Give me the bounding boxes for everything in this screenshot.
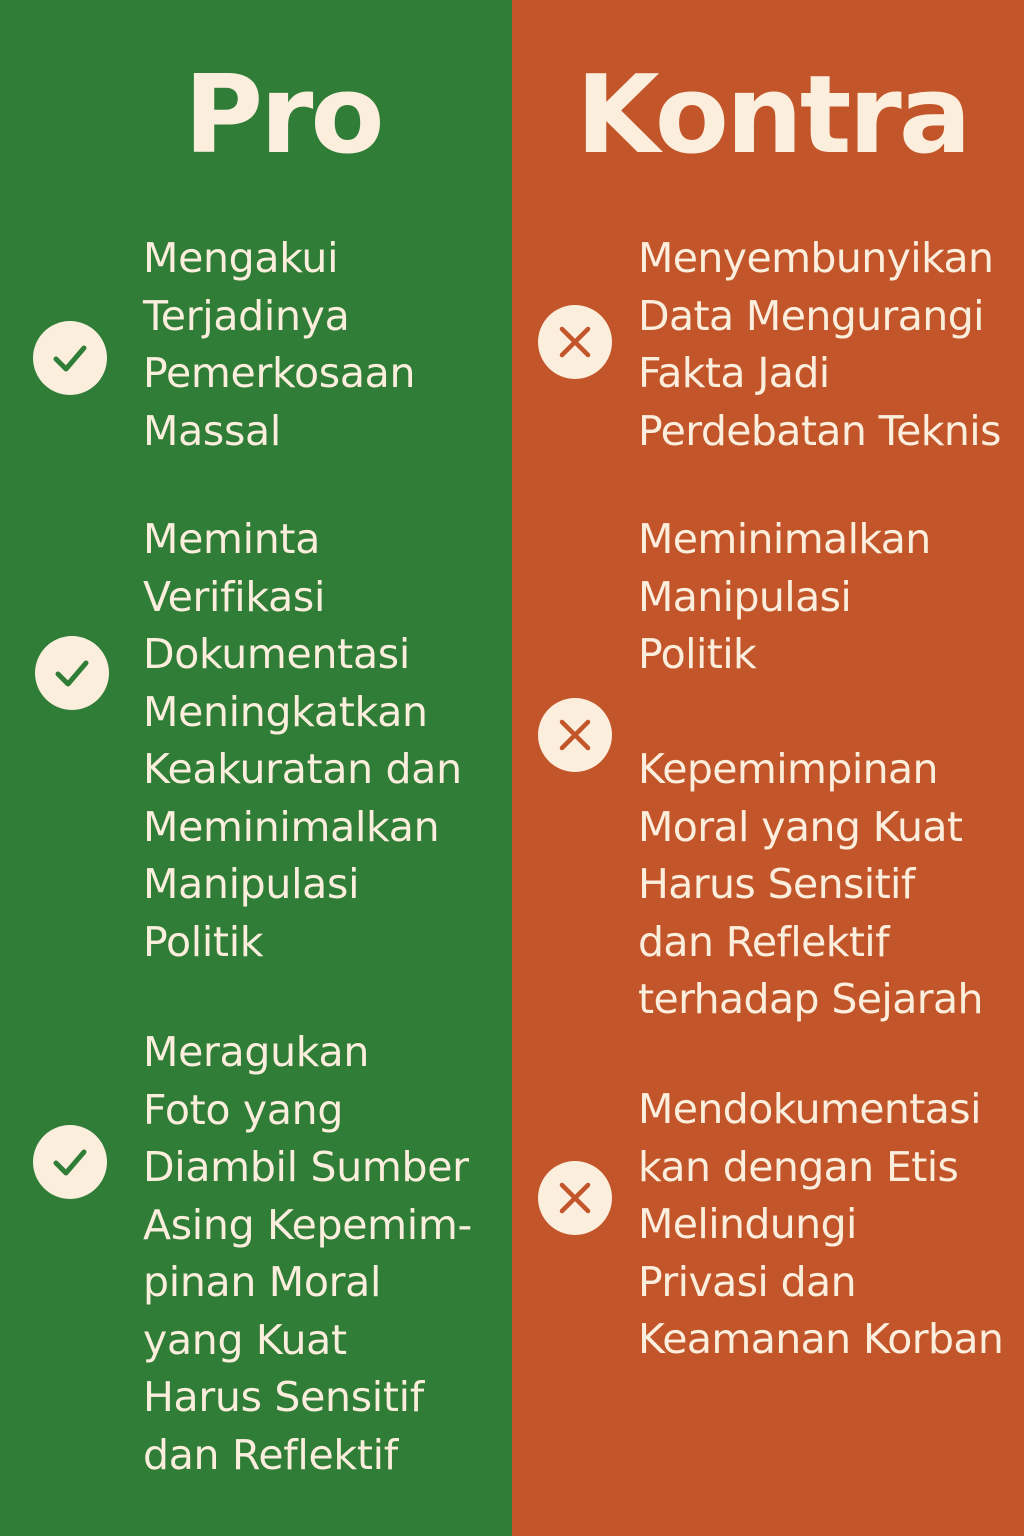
x-icon bbox=[538, 1161, 612, 1235]
x-icon bbox=[538, 698, 612, 772]
pro-item-text: Mengakui Terjadinya Pemerkosaan Massal bbox=[143, 234, 416, 455]
kontra-heading: Kontra bbox=[576, 53, 969, 178]
kontra-item-text: Meminimalkan Manipulasi Politik bbox=[638, 515, 931, 678]
kontra-item-text: Kepemimpinan Moral yang Kuat Harus Sensitif dan Reflektif terhadap Sejarah bbox=[638, 745, 983, 1023]
check-icon bbox=[33, 1125, 107, 1199]
pro-item-text: Meragukan Foto yang Diambil Sumber Asing Kepemim- pinan Moral yang Kuat Harus Sensitif dan Reflektif bbox=[143, 1028, 473, 1479]
check-icon bbox=[33, 321, 107, 395]
pro-heading: Pro bbox=[184, 53, 382, 178]
check-icon bbox=[35, 636, 109, 710]
kontra-item-text: Menyembunyikan Data Mengurangi Fakta Jadi Perdebatan Teknis bbox=[638, 234, 1001, 455]
kontra-column bbox=[512, 0, 1024, 1536]
kontra-item-text: Mendokumentasi kan dengan Etis Melindungi Privasi dan Keamanan Korban bbox=[638, 1085, 1004, 1363]
x-icon bbox=[538, 305, 612, 379]
pro-item-text: Meminta Verifikasi Dokumentasi Meningkatkan Keakuratan dan Meminimalkan Manipulasi Politik bbox=[143, 515, 462, 966]
